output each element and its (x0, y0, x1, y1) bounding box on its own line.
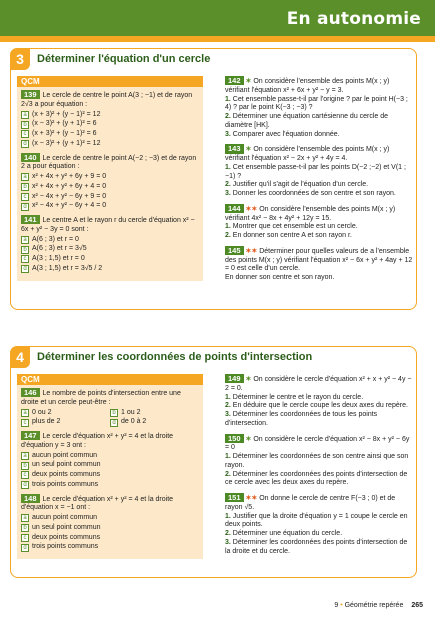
exercise-step (225, 471, 413, 489)
step-number: 3. (225, 411, 231, 418)
option-letter: a (21, 452, 29, 460)
exercise-step (225, 181, 413, 190)
option-letter: c (21, 255, 29, 263)
option-letter: d (21, 140, 29, 148)
question-statement: Le nombre de points d'intersection entre une droite et un cercle peut-être : (21, 390, 181, 406)
option-text: plus de 2 (32, 418, 61, 426)
exercise-step (225, 453, 413, 471)
difficulty-star-icon: ✶✶ (245, 205, 258, 213)
step-number: 1. (225, 163, 231, 171)
step-number: 2. (225, 181, 231, 189)
section-4 (10, 346, 417, 578)
answer-option[interactable] (21, 193, 199, 202)
exercise-step (225, 232, 413, 241)
difficulty-star-icon: ✶✶ (245, 495, 258, 502)
option-text: x² − 4x + y² − 6y + 9 = 0 (32, 192, 107, 200)
question-text (21, 494, 199, 514)
option-text: deux points communs (32, 533, 101, 541)
answer-option[interactable] (21, 236, 199, 245)
answer-option[interactable] (21, 183, 199, 192)
option-letter: d (110, 419, 118, 427)
section-4-header (11, 347, 416, 367)
answer-option[interactable] (21, 418, 110, 427)
exercise-step (225, 131, 413, 140)
option-text: (x − 3)² + (y + 1)² = 6 (32, 120, 97, 128)
exercise-step (225, 96, 413, 114)
exercise-statement: Déterminer pour quelles valeurs de a l'ensemble des points M(x ; y) vérifiant l'équation x² − 6x + y² + 4ay + 12 = 0 est celle d'un cercle. (225, 247, 413, 273)
exercise-intro (225, 434, 413, 454)
exercise (225, 374, 413, 429)
step-number: 1. (225, 453, 231, 460)
answer-option[interactable] (21, 481, 199, 490)
exercise-step (225, 394, 413, 403)
answer-option[interactable] (21, 452, 199, 461)
option-letter: b (21, 183, 29, 191)
section-3-header (11, 49, 416, 69)
option-letter: b (21, 121, 29, 129)
exercise-step (225, 411, 413, 429)
answer-option[interactable] (21, 202, 199, 211)
exercise-number: 144 (225, 204, 244, 213)
answer-option[interactable] (21, 543, 199, 552)
section-4-qcm (17, 374, 203, 559)
question-text (21, 215, 199, 235)
page-number: 265 (411, 602, 423, 610)
answer-option[interactable] (21, 140, 199, 149)
question-number: 139 (21, 90, 40, 99)
answer-option[interactable] (21, 524, 199, 533)
exercise-step (225, 402, 413, 411)
page-footer (334, 602, 423, 611)
answer-option[interactable] (21, 255, 199, 264)
step-text: Déterminer une équation cartésienne du cercle de diamètre [HK]. (225, 113, 389, 129)
answer-option[interactable] (21, 111, 199, 120)
question-number: 146 (21, 388, 40, 397)
option-letter: b (21, 524, 29, 532)
exercise-statement: On considère l'ensemble des points M(x ; y) vérifiant l'équation x² − 2x + y² + 4y = 4. (225, 146, 390, 162)
step-text: Justifier que la droite d'équation y = 1 coupe le cercle en deux points. (225, 512, 408, 529)
exercise-step (225, 190, 413, 199)
exercise (225, 434, 413, 489)
header-title: En autonomie (286, 9, 421, 29)
step-text: Déterminer les coordonnées de son centre ainsi que son rayon. (225, 453, 409, 469)
step-text: Déterminer le centre et le rayon du cercle. (232, 393, 364, 401)
section-3-number: 3 (10, 48, 30, 70)
step-text: En donner son centre A et son rayon r. (232, 232, 352, 239)
exercise-step (225, 164, 413, 182)
exercise-number: 149 (225, 374, 244, 383)
answer-option[interactable] (21, 265, 199, 274)
option-text: trois points communs (32, 543, 99, 551)
difficulty-star-icon: ✶ (245, 376, 252, 383)
option-text: (x − 3)² + (y + 1)² = 12 (32, 139, 101, 147)
question-statement: Le centre A et le rayon r du cercle d'équation x² − 6x + y² − 3y = 0 sont : (21, 217, 195, 233)
option-text: A(6 ; 3) et r = 0 (32, 235, 79, 243)
option-text: 0 ou 2 (32, 408, 52, 416)
option-text: trois points communs (32, 480, 99, 488)
difficulty-star-icon: ✶ (245, 78, 252, 85)
step-text: Cet ensemble passe-t-il par l'origine ? par le point H(−3 ; 4) ? par le point K(−3 ; −3) ? (225, 95, 408, 112)
step-text: Cet ensemble passe-t-il par les points D(−2 ;−2) et V(1 ; −1) ? (225, 163, 406, 180)
difficulty-star-icon: ✶✶ (245, 247, 258, 255)
option-text: x² + 4x + y² + 6y + 4 = 0 (32, 182, 107, 190)
option-letter: c (21, 534, 29, 542)
option-text: un seul point commun (32, 523, 101, 531)
footer-separator-icon: • (340, 602, 343, 610)
question-text (21, 90, 199, 110)
header-stripe (0, 36, 435, 42)
answer-option[interactable] (21, 120, 199, 129)
section-3-exercises (225, 76, 413, 288)
answer-option[interactable] (110, 418, 199, 427)
section-3 (10, 48, 417, 310)
page-header (0, 0, 435, 42)
option-letter: c (21, 130, 29, 138)
question-number: 148 (21, 494, 40, 503)
answer-option[interactable] (21, 173, 199, 182)
answer-option[interactable] (110, 409, 199, 418)
step-number: 2. (225, 113, 231, 120)
exercise-number: 143 (225, 144, 244, 153)
step-text: Donner les coordonnées de son centre et son rayon. (232, 190, 396, 197)
exercise-number: 142 (225, 76, 244, 85)
question-text (21, 431, 199, 451)
option-letter: b (110, 409, 118, 417)
step-text: Déterminer les coordonnées de tous les points d'intersection. (225, 411, 378, 427)
step-number: 3. (225, 190, 231, 197)
question-statement: Le cercle d'équation x² + y² = 4 et la droite d'équation x = −1 ont : (21, 495, 174, 512)
exercise-number: 150 (225, 434, 244, 443)
step-text: En donner son centre et son rayon. (225, 274, 335, 281)
exercise-step (225, 274, 413, 283)
chapter-number: 9 (334, 602, 339, 610)
answer-option[interactable] (21, 461, 199, 470)
section-3-title: Déterminer l'équation d'un cercle (37, 53, 211, 65)
difficulty-star-icon: ✶ (245, 146, 252, 154)
exercise (225, 76, 413, 139)
option-letter: b (21, 246, 29, 254)
step-number: 3. (225, 130, 231, 138)
option-text: deux points communs (32, 471, 101, 478)
step-text: Justifier qu'il s'agit de l'équation d'un cercle. (232, 181, 369, 189)
qcm-question (21, 431, 199, 490)
qcm-question (21, 388, 199, 427)
question-statement: Le cercle de centre le point A(3 ; −1) et de rayon 2√3 a pour équation : (21, 92, 193, 108)
step-number: 1. (225, 393, 231, 401)
section-4-title: Déterminer les coordonnées de points d'intersection (37, 351, 313, 363)
qcm-label: QCM (17, 374, 203, 385)
step-text: En déduire que le cercle coupe les deux axes du repère. (232, 402, 408, 410)
exercise-step (225, 113, 413, 131)
exercise-statement: On considère le cercle d'équation x² − 8x + y² − 6y = 0 (225, 435, 410, 452)
question-number: 147 (21, 431, 40, 440)
option-letter: c (21, 471, 29, 479)
qcm-box (17, 385, 203, 559)
answer-option[interactable] (21, 245, 199, 254)
exercise-intro (225, 246, 413, 274)
exercise (225, 204, 413, 241)
option-text: A(3 ; 1,5) et r = 3√5 / 2 (32, 264, 103, 272)
exercise-intro (225, 144, 413, 164)
question-text (21, 388, 199, 408)
exercise-intro (225, 374, 413, 394)
exercise-step (225, 530, 413, 539)
answer-option[interactable] (21, 471, 199, 480)
exercise-step (225, 513, 413, 531)
exercise (225, 493, 413, 556)
option-row (21, 408, 199, 418)
option-letter: d (21, 544, 29, 552)
option-letter: a (21, 173, 29, 181)
option-letter: a (21, 111, 29, 119)
exercise-statement: On considère l'ensemble des points M(x ; y) vérifiant 4x² − 8x + 4y² + 12y = 15. (225, 205, 396, 222)
step-number: 2. (225, 232, 231, 239)
option-text: A(3 ; 1,5) et r = 0 (32, 255, 85, 262)
answer-option[interactable] (21, 409, 110, 418)
qcm-label: QCM (17, 76, 203, 87)
exercise (225, 246, 413, 283)
qcm-question (21, 494, 199, 553)
exercise-intro (225, 204, 413, 224)
exercise-intro (225, 76, 413, 96)
option-letter: a (21, 236, 29, 244)
step-text: Comparer avec l'équation donnée. (232, 130, 340, 138)
exercise-number: 151 (225, 493, 244, 502)
qcm-question (21, 215, 199, 274)
answer-option[interactable] (21, 130, 199, 139)
option-letter: d (21, 265, 29, 273)
difficulty-star-icon: ✶ (245, 435, 252, 443)
option-text: un seul point commun (32, 461, 101, 469)
option-letter: d (21, 203, 29, 211)
exercise-step (225, 223, 413, 232)
exercise (225, 144, 413, 199)
option-text: aucun point commun (32, 514, 97, 521)
section-3-qcm (17, 76, 203, 281)
option-text: (x + 3)² + (y − 1)² = 6 (32, 130, 97, 137)
step-number: 2. (225, 530, 231, 537)
answer-option[interactable] (21, 514, 199, 523)
question-statement: Le cercle de centre le point A(−2 ; −3) et de rayon 2 a pour équation : (21, 154, 197, 171)
question-text (21, 153, 199, 173)
exercise-statement: On considère le cercle d'équation x² + x + y² − 4y − 2 = 0. (225, 376, 412, 392)
option-text: x² − 4x + y² − 6y + 4 = 0 (32, 202, 107, 210)
chapter-title: Géométrie repérée (344, 602, 404, 610)
qcm-question (21, 90, 199, 149)
exercise-intro (225, 493, 413, 513)
step-text: Déterminer une équation du cercle. (232, 530, 343, 537)
question-statement: Le cercle d'équation x² + y² = 4 et la droite d'équation y = 3 ont : (21, 433, 174, 449)
question-number: 141 (21, 215, 40, 224)
option-text: 1 ou 2 (121, 408, 141, 416)
step-text: Déterminer les coordonnées des points d'intersection de ce cercle avec les deux axes du repère. (225, 470, 408, 487)
step-text: Montrer que cet ensemble est un cercle. (232, 223, 358, 231)
option-text: (x + 3)² + (y − 1)² = 12 (32, 110, 101, 118)
option-letter: d (21, 481, 29, 489)
step-number: 3. (225, 538, 231, 546)
option-letter: a (21, 409, 29, 417)
option-letter: c (21, 419, 29, 427)
qcm-question (21, 153, 199, 212)
option-row (21, 417, 199, 427)
option-letter: a (21, 514, 29, 522)
exercise-statement: On considère l'ensemble des points M(x ; y) vérifiant l'équation x² + 6x + y² − y = 3. (225, 78, 390, 94)
option-text: aucun point commun (32, 451, 97, 459)
section-4-exercises (225, 374, 413, 561)
step-number: 1. (225, 95, 231, 103)
step-number: 1. (225, 512, 231, 520)
exercise-step (225, 539, 413, 557)
option-text: de 0 à 2 (121, 418, 147, 426)
step-number: 2. (225, 470, 231, 478)
option-text: A(6 ; 3) et r = 3√5 (32, 245, 87, 253)
step-number: 2. (225, 402, 231, 410)
answer-option[interactable] (21, 534, 199, 543)
option-letter: c (21, 193, 29, 201)
step-text: Déterminer les coordonnées des points d'intersection de la droite et du cercle. (225, 538, 408, 555)
qcm-box (17, 87, 203, 281)
question-number: 140 (21, 153, 40, 162)
section-4-number: 4 (10, 346, 30, 368)
step-number: 1. (225, 223, 231, 231)
option-text: x² + 4x + y² + 6y + 9 = 0 (32, 173, 107, 180)
exercise-statement: On donne le cercle de centre F(−3 ; 0) et de rayon √5. (225, 495, 396, 511)
exercise-number: 145 (225, 246, 244, 255)
option-letter: b (21, 462, 29, 470)
